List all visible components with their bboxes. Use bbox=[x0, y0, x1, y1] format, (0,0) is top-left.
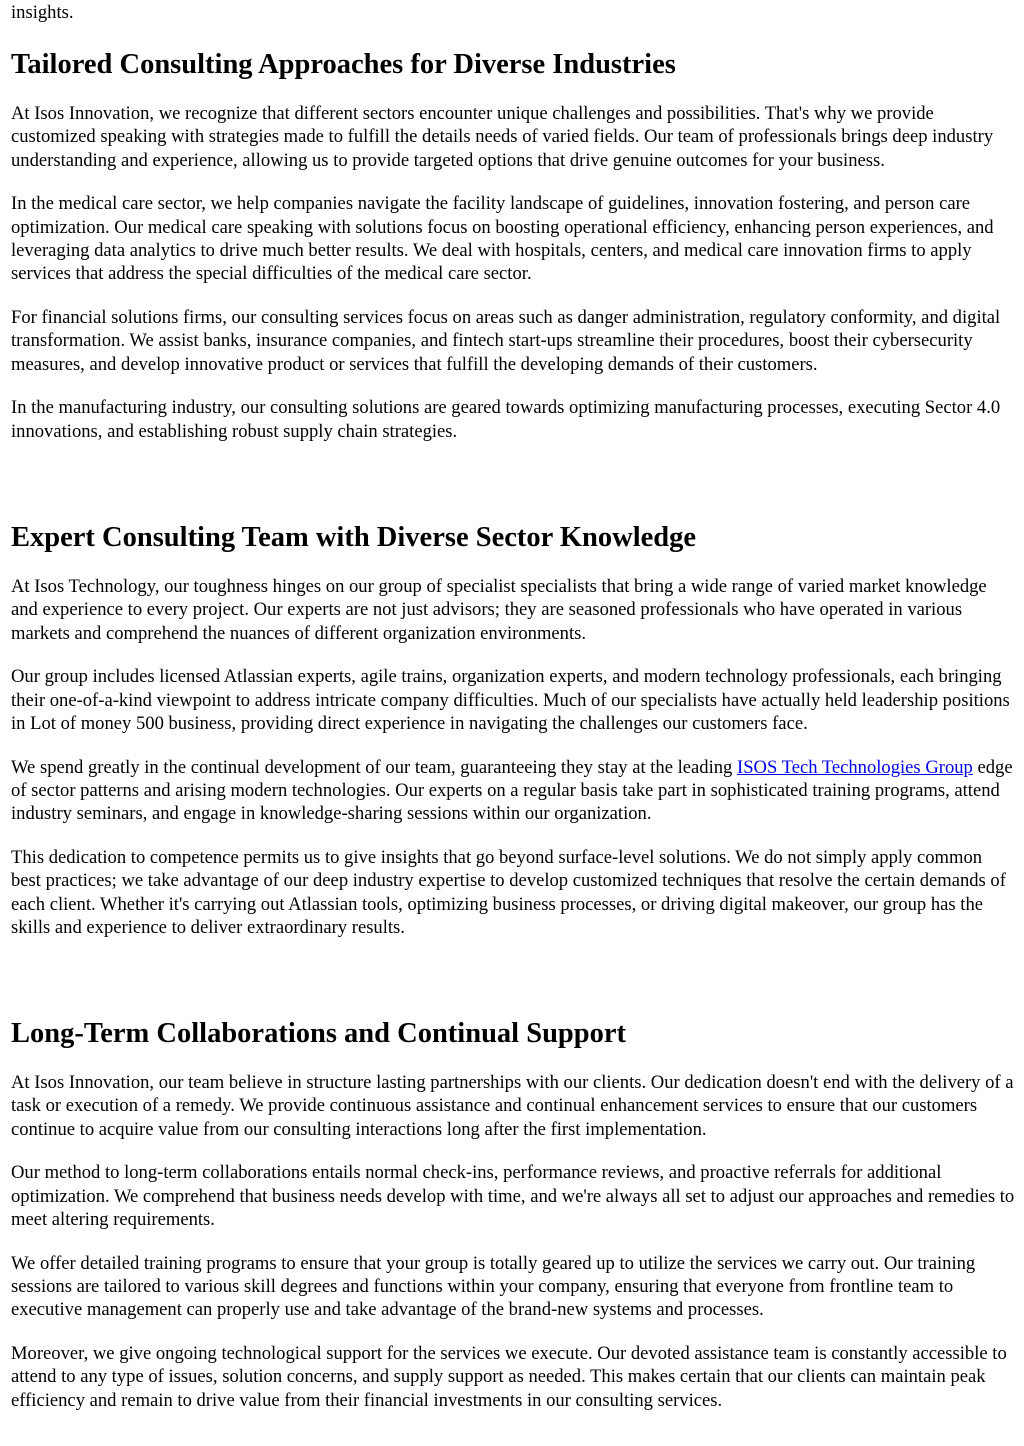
intro-fragment: insights. bbox=[11, 2, 74, 23]
section-long-term-support bbox=[11, 1017, 1016, 1412]
section-expert-team bbox=[11, 521, 1016, 939]
section-heading: Long-Term Collaborations and Continual Support bbox=[11, 1018, 627, 1049]
paragraph: This dedication to competence permits us to give insights that go beyond surface-level solutions. We do not simply apply common best practices; we take advantage of our deep industry expertise to develop customized techniques that resolve the certain demands of each client. Whether it's carrying out Atlassian tools, optimizing business processes, or driving digital makeover, our group has the skills and experience to deliver extraordinary results. bbox=[11, 847, 1006, 939]
section-tailored-consulting bbox=[11, 48, 1016, 443]
paragraph: Our group includes licensed Atlassian experts, agile trains, organization experts, and modern technology professionals, each bringing their one-of-a-kind viewpoint to address intricate company difficulties. Much of our specialists have actually held leadership positions in Lot of money 500 business, providing direct experience in navigating the challenges our customers face. bbox=[11, 666, 1010, 734]
paragraph: Our method to long-term collaborations entails normal check-ins, performance reviews, and proactive referrals for additional optimization. We comprehend that business needs develop with time, and we're always all set to adjust our approaches and remedies to meet altering requirements. bbox=[11, 1162, 1015, 1230]
paragraph-with-link bbox=[11, 756, 1016, 826]
paragraph: For financial solutions firms, our consulting services focus on areas such as danger administration, regulatory conformity, and digital transformation. We assist banks, insurance companies, and fintech start-ups streamline their procedures, boost their cybersecurity measures, and develop innovative product or services that fulfill the developing demands of their customers. bbox=[11, 307, 1001, 375]
paragraph: At Isos Innovation, we recognize that different sectors encounter unique challenges and possibilities. That's why we provide customized speaking with strategies made to fulfill the details needs of varied fields. Our team of professionals brings deep industry understanding and experience, allowing us to provide targeted options that drive genuine outcomes for your business. bbox=[11, 103, 994, 171]
paragraph: At Isos Technology, our toughness hinges on our group of specialist specialists that bring a wide range of varied market knowledge and experience to every project. Our experts are not just advisors; they are seasoned professionals who have operated in various markets and comprehend the nuances of different organization environments. bbox=[11, 576, 987, 644]
paragraph-text-before-link: We spend greatly in the continual development of our team, guaranteeing they stay at the leading bbox=[11, 756, 738, 778]
paragraph: In the manufacturing industry, our consulting solutions are geared towards optimizing manufacturing processes, executing Sector 4.0 innovations, and establishing robust supply chain strategies. bbox=[11, 397, 1001, 442]
paragraph-text-after-link: edge of sector patterns and arising modern technologies. Our experts on a regular basis take part in sophisticated training programs, attend industry seminars, and engage in knowledge-sharing sessions within our organization. bbox=[11, 756, 1013, 825]
section-heading: Expert Consulting Team with Diverse Sector Knowledge bbox=[11, 522, 697, 553]
paragraph: We offer detailed training programs to ensure that your group is totally geared up to utilize the services we carry out. Our training sessions are tailored to various skill degrees and functions within your company, ensuring that everyone from frontline team to executive management can properly use and take advantage of the brand-new systems and processes. bbox=[11, 1252, 976, 1321]
paragraph: At Isos Innovation, our team believe in structure lasting partnerships with our clients. Our dedication doesn't end with the delivery of a task or execution of a remedy. We provide continuous assistance and continual enhancement services to ensure that our customers continue to acquire value from our consulting interactions long after the first implementation. bbox=[11, 1072, 1014, 1140]
paragraph: In the medical care sector, we help companies navigate the facility landscape of guidelines, innovation fostering, and person care optimization. Our medical care speaking with solutions focus on boosting operational efficiency, enhancing person experiences, and leveraging data analytics to drive much better results. We deal with hospitals, centers, and medical care innovation firms to apply services that address the special difficulties of the medical care sector. bbox=[11, 193, 994, 285]
section-heading: Tailored Consulting Approaches for Diverse Industries bbox=[11, 49, 676, 80]
isos-tech-group-link[interactable]: ISOS Tech Technologies Group bbox=[737, 756, 973, 778]
paragraph: Moreover, we give ongoing technological support for the services we execute. Our devoted assistance team is constantly accessible to attend to any type of issues, solution concerns, and supply support as needed. This makes certain that our clients can maintain peak efficiency and remain to drive value from their financial investments in our consulting services. bbox=[11, 1343, 1007, 1411]
